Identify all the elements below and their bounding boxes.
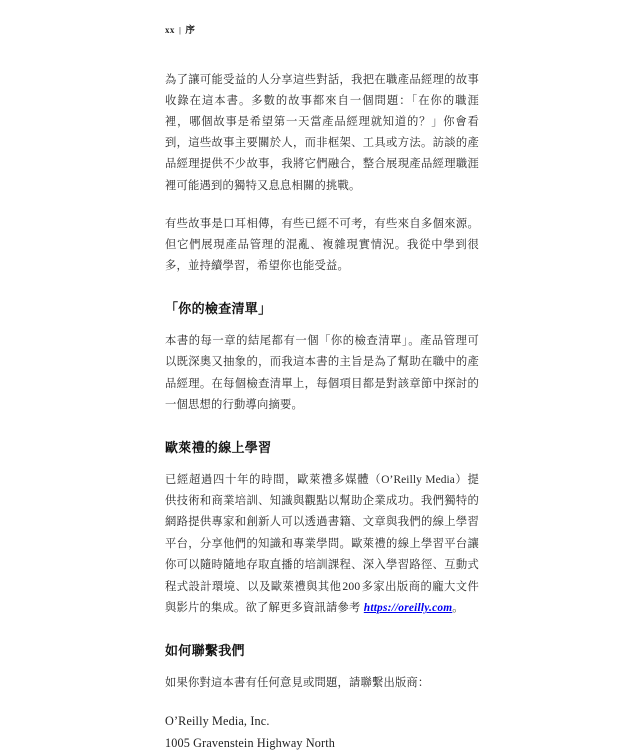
olearn-text-part-1: 已經超過四十年的時間，歐萊禮多媒體（ — [165, 473, 382, 486]
running-head — [165, 26, 479, 36]
paragraph-how-to-contact-us: 如果你對這本書有任何意見或問題，請聯繫出版商： — [165, 677, 430, 690]
publisher-count: 200 — [342, 579, 361, 593]
paragraph-intro-stories: 為了讓可能受益的人分享這些對話，我把在職產品經理的故事收錄在這本書。多數的故事都來自一個問題：「在你的職涯裡，哪個故事是希望第一天當產品經理就知道的？」你會看到，這些故事主要關於人，而非框架、工具或方法。訪談的產品經理提供不少故事，我將它們融合，整合展現產品經理職涯裡可能遇到的獨特又息息相關的挑戰。 — [165, 73, 479, 192]
heading-how-to-contact-us: 如何聯繫我們 — [165, 643, 245, 659]
oreilly-website-link[interactable]: https://oreilly.com — [363, 602, 453, 615]
page-folio-number: xx — [165, 25, 175, 35]
olearn-text-part-4: 。 — [452, 602, 464, 615]
page-text-column — [165, 26, 479, 754]
heading-your-checklist: 「你的檢查清單」 — [165, 301, 272, 317]
paragraph-oral-tradition: 有些故事是口耳相傳，有些已經不可考，有些來自多個來源。但它們展現產品管理的混亂、複雜現實情況。我從中學到很多，並持續學習，希望你也能受益。 — [165, 217, 479, 273]
address-line-street: 1005 Gravenstein Highway North — [165, 735, 336, 750]
paragraph-oreilly-online-learning — [165, 470, 479, 619]
heading-oreilly-online-learning: 歐萊禮的線上學習 — [165, 440, 272, 456]
running-head-separator: | — [178, 25, 182, 35]
oreilly-media-latin-name: O’Reilly Media — [381, 473, 455, 486]
paragraph-your-checklist: 本書的每一章的結尾都有一個「你的檢查清單」。產品管理可以既深奧又抽象的，而我這本書的主旨是為了幫助在職中的產品經理。在每個檢查清單上，每個項目都是對該章節中探討的一個思想的行動導向摘要。 — [165, 335, 479, 411]
running-head-section-title: 序 — [185, 25, 196, 36]
olearn-text-part-2: ）提供技術和商業培訓、知識與觀點以幫助企業成功。我們獨特的網路提供專家和創新人可以透過書籍、文章與我們的線上學習平台，分享他們的知識和專業學問。歐萊禮的線上學習平台讓你可以隨時隨地存取直播的培訓課程、深入學習路徑、互動式程式設計環境、以及歐萊禮與其他 — [165, 473, 479, 593]
address-line-company: O’Reilly Media, Inc. — [165, 714, 270, 729]
olearn-text-part-3: 多家出版商的龐大文件與影片的集成。欲了解更多資訊請參考 — [165, 580, 479, 615]
